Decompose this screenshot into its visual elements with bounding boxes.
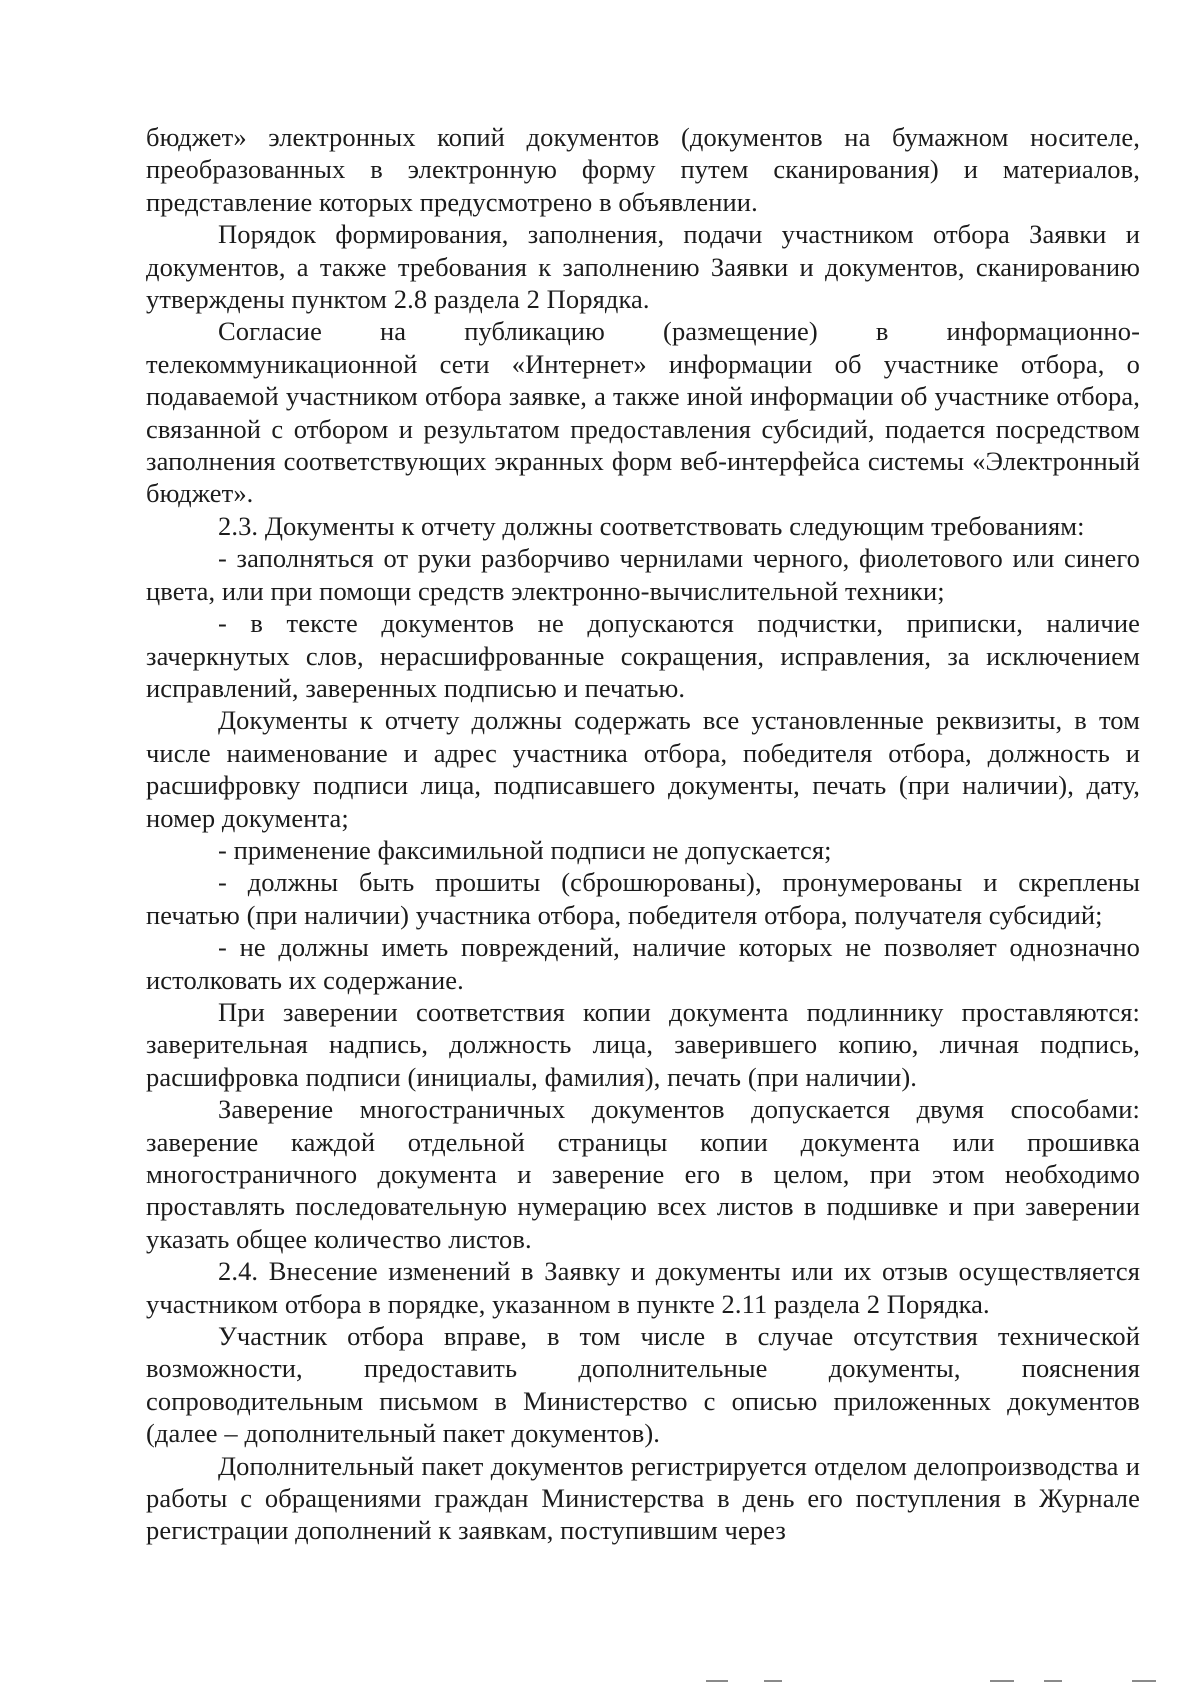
paragraph-multipage-certification: Заверение многостраничных документов допускается двумя способами: заверение каждой отдельной страницы копии документа или прошивка многостраничного документа и заверение его в целом, при этом необходимо проставлять последовательную нумерацию всех листов в подшивке и при заверении указать общее количество листов. [146,1094,1140,1254]
list-item-handwriting: - заполняться от руки разборчиво чернилами черного, фиолетового или синего цвета, или при помощи средств электронно-вычислительной техники; [146,543,1140,606]
paragraph-required-details: Документы к отчету должны содержать все установленные реквизиты, в том числе наименование и адрес участника отбора, победителя отбора, должность и расшифровку подписи лица, подписавшего документы, печать (при наличии), дату, номер документа; [146,705,1140,833]
scan-artifacts [0,1680,1200,1694]
list-item-no-facsimile: - применение факсимильной подписи не допускается; [218,834,832,865]
list-item-no-damage: - не должны иметь повреждений, наличие которых не позволяет однозначно истолковать их содержание. [146,932,1140,995]
paragraph-copy-certification: При заверении соответствия копии документа подлиннику проставляются: заверительная надпись, должность лица, заверившего копию, личная подпись, расшифровка подписи (инициалы, фамилия), печать (при наличии). [146,996,1140,1092]
paragraph-publication-consent: Согласие на публикацию (размещение) в информационно-телекоммуникационной сети «Интернет» информации об участнике отбора, о подаваемой участником отбора заявке, а также иной информации об участнике отбора, связанной с отбором и результатом предоставления субсидий, подается посредством заполнения соответствующих экранных форм веб-интерфейса системы «Электронный бюджет». [146,316,1140,509]
paragraph-registration: Дополнительный пакет документов регистрируется отделом делопроизводства и работы с обращениями граждан Министерства в день его поступления в Журнале регистрации дополнений к заявкам, поступившим через [146,1450,1140,1546]
paragraph-application-procedure: Порядок формирования, заполнения, подачи участником отбора Заявки и документов, а также требования к заполнению Заявки и документов, сканированию утверждены пунктом 2.8 раздела 2 Порядка. [146,219,1140,315]
paragraph-section-2-4: 2.4. Внесение изменений в Заявку и документы или их отзыв осуществляется участником отбора в порядке, указанном в пункте 2.11 раздела 2 Порядка. [146,1256,1140,1319]
paragraph-continuation: бюджет» электронных копий документов (документов на бумажном носителе, преобразованных в электронную форму путем сканирования) и материалов, представление которых предусмотрено в объявлении. [146,122,1140,217]
list-item-bound-numbered: - должны быть прошиты (сброшюрованы), пронумерованы и скреплены печатью (при наличии) участника отбора, победителя отбора, получателя субсидий; [146,867,1140,930]
paragraph-additional-documents: Участник отбора вправе, в том числе в случае отсутствия технической возможности, предоставить дополнительные документы, пояснения сопроводительным письмом в Министерство с описью приложенных документов (далее – дополнительный пакет документов). [146,1321,1140,1449]
paragraph-section-2-3: 2.3. Документы к отчету должны соответствовать следующим требованиям: [218,510,1085,541]
list-item-no-corrections: - в тексте документов не допускаются подчистки, приписки, наличие зачеркнутых слов, нерасшифрованные сокращения, исправления, за исключением исправлений, заверенных подписью и печатью. [146,608,1140,703]
document-body [146,121,1140,1547]
